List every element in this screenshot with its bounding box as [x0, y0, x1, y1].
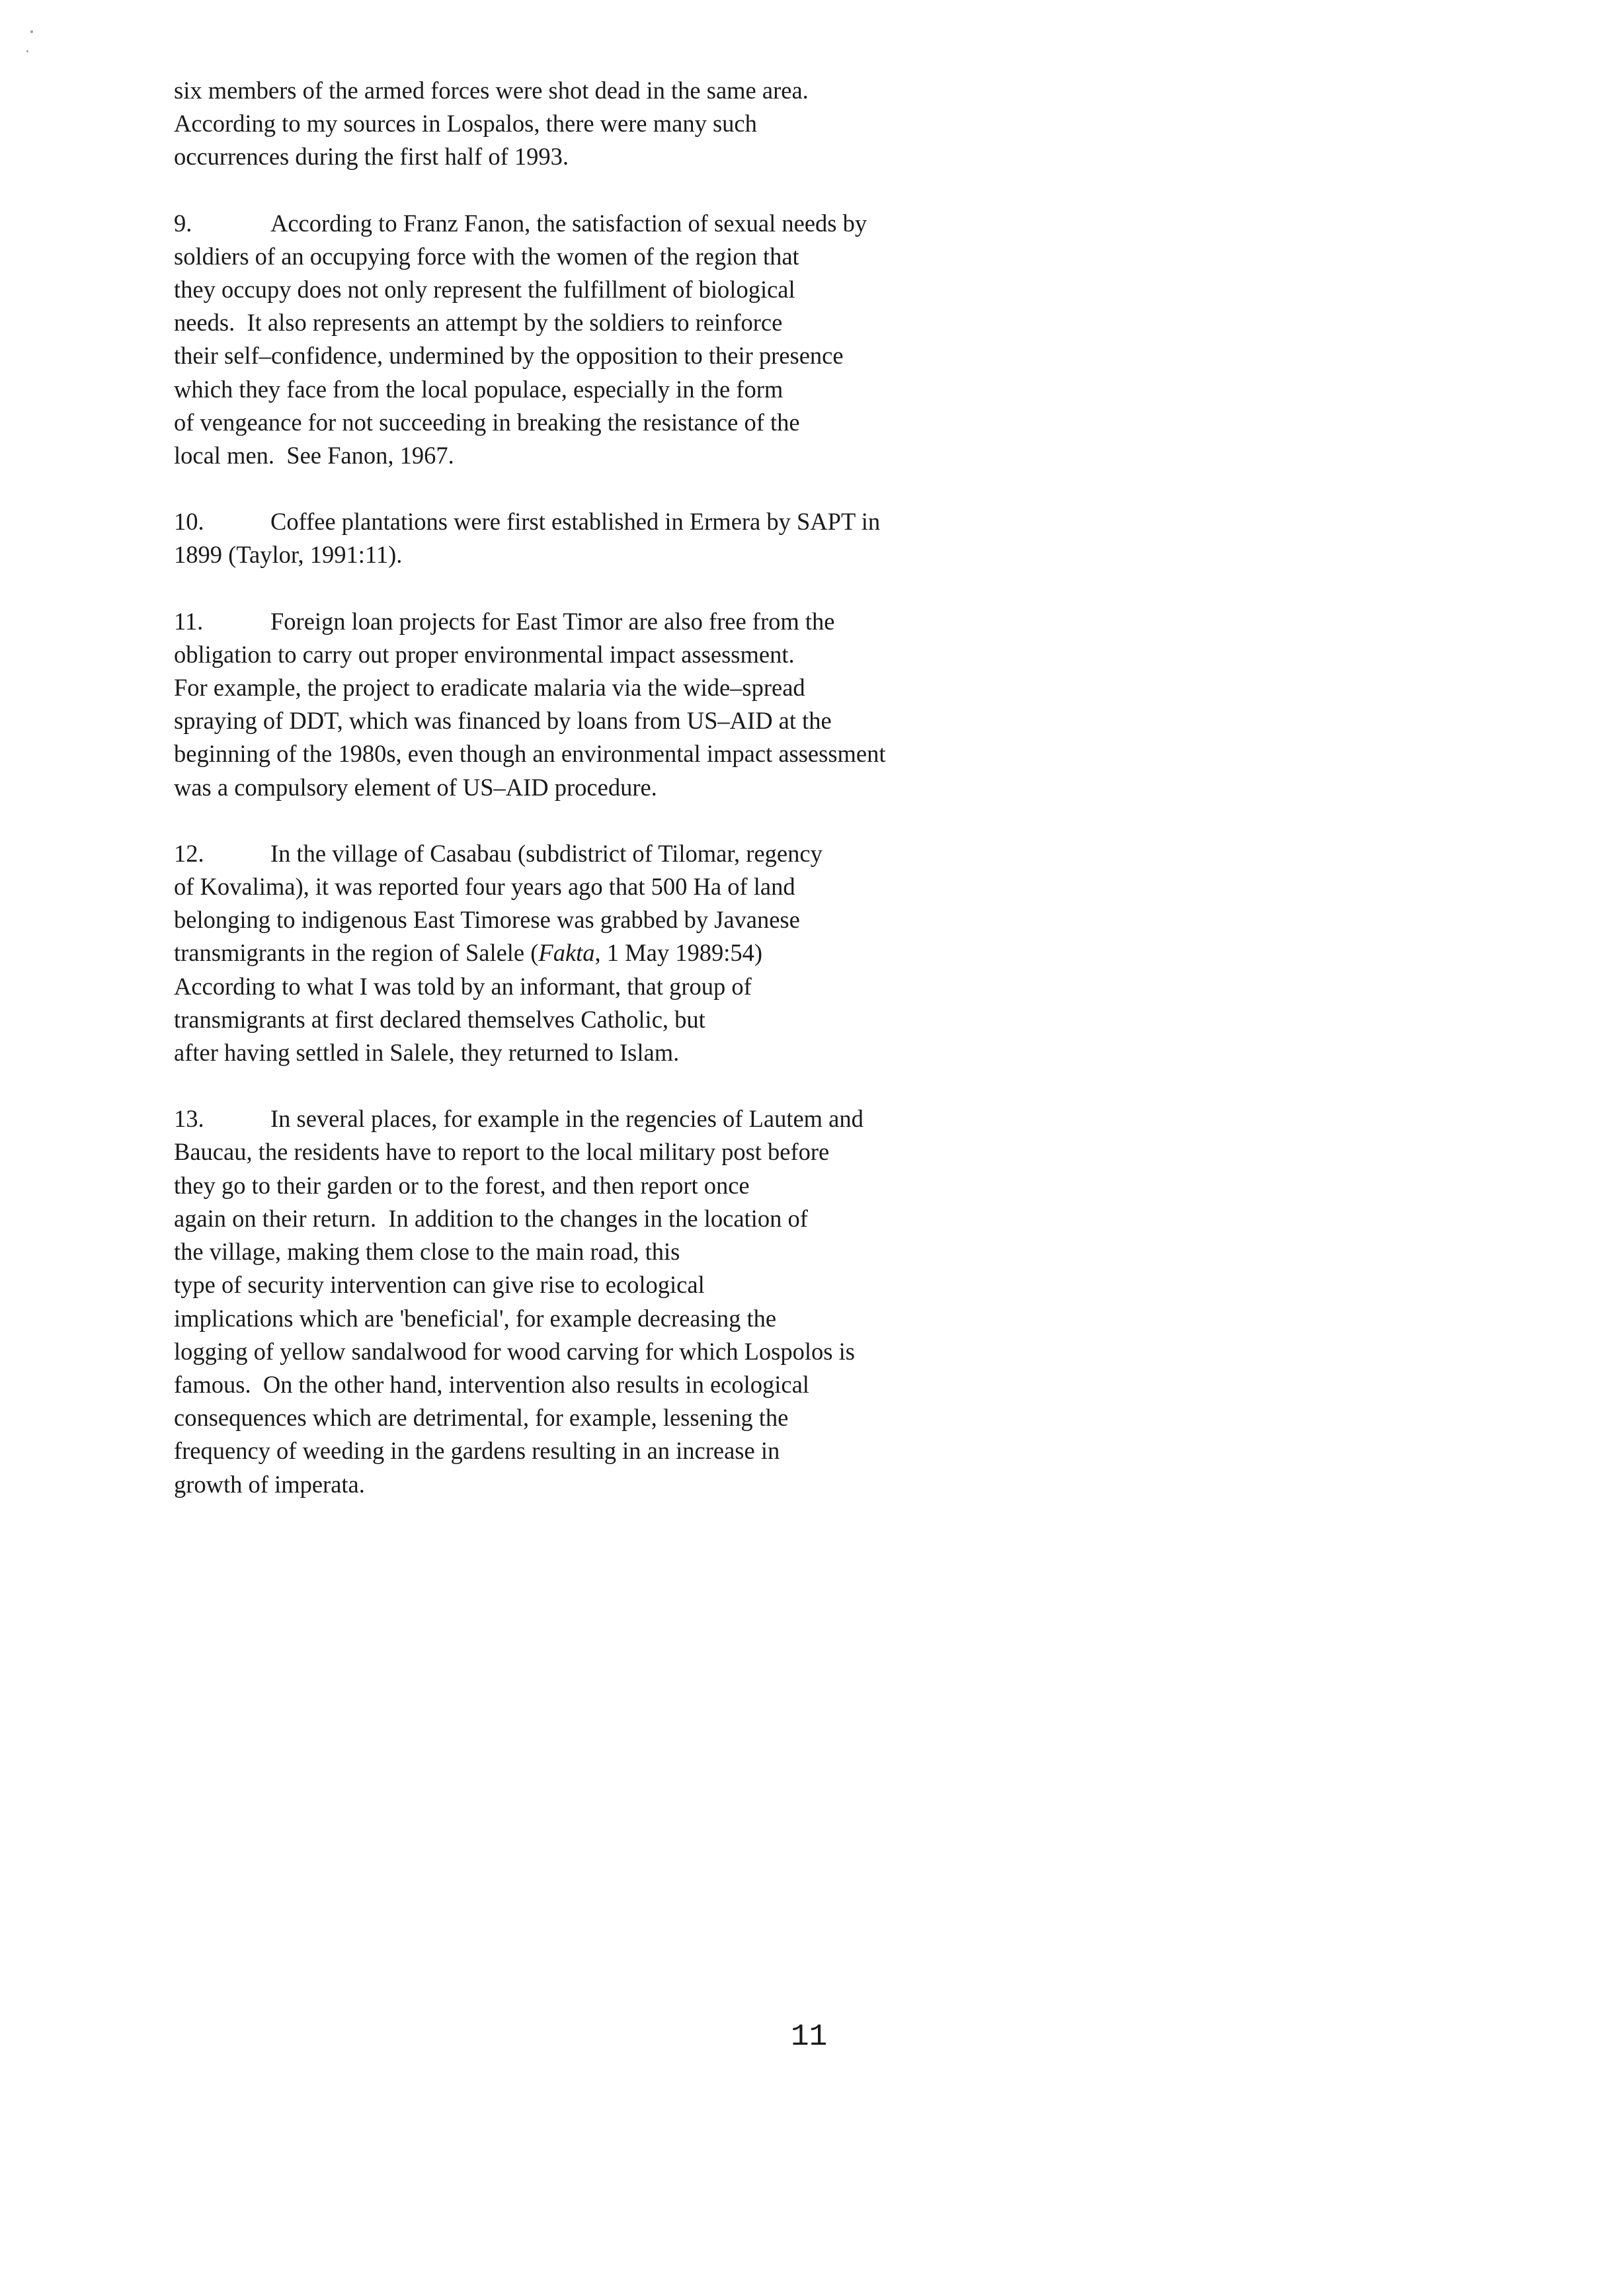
text-line: needs. It also represents an attempt by the soldiers to reinforce	[174, 309, 783, 337]
text-line	[174, 1102, 1033, 1135]
source-citation: , 1 May 1989:54)	[594, 939, 762, 967]
text-line: of vengeance for not succeeding in breaking the resistance of the	[174, 408, 800, 436]
endnote-number: 10.	[174, 508, 204, 536]
text-line: which they face from the local populace, especially in the form	[174, 375, 784, 403]
text-line: consequences which are detrimental, for example, lessening the	[174, 1404, 789, 1432]
text-line: According to what I was told by an informant, that group of	[174, 972, 752, 1000]
text-line: implications which are 'beneficial', for example decreasing the	[174, 1304, 777, 1332]
text-line: transmigrants at first declared themselves Catholic, but	[174, 1005, 705, 1033]
text-line: frequency of weeding in the gardens resulting in an increase in	[174, 1437, 780, 1465]
text-line: occurrences during the first half of 1993.	[174, 143, 569, 171]
page-number: 11	[791, 2020, 828, 2054]
endnote-number: 9.	[174, 209, 192, 237]
text-line	[174, 837, 1033, 870]
endnotes-body	[174, 74, 1033, 1534]
text-line: belonging to indigenous East Timorese was grabbed by Javanese	[174, 906, 800, 934]
endnote-number: 13.	[174, 1105, 204, 1133]
text-line: six members of the armed forces were shot dead in the same area.	[174, 77, 809, 104]
text-line	[174, 605, 1033, 638]
text-line	[174, 936, 1033, 969]
endnote-13	[174, 1102, 1033, 1500]
text-line: logging of yellow sandalwood for wood carving for which Lospolos is	[174, 1337, 855, 1365]
text-line: According to my sources in Lospalos, there were many such	[174, 110, 757, 138]
text-line: their self–confidence, undermined by the opposition to their presence	[174, 342, 844, 370]
line-text: Coffee plantations were first established in Ermera by SAPT in	[270, 508, 881, 536]
endnote-10	[174, 505, 1033, 571]
line-text: In the village of Casabau (subdistrict of Tilomar, regency	[270, 839, 823, 867]
text-line	[174, 207, 1033, 240]
text-line: famous. On the other hand, intervention also results in ecological	[174, 1370, 809, 1398]
text-line: type of security intervention can give rise to ecological	[174, 1271, 705, 1299]
endnote-number: 12.	[174, 839, 204, 867]
endnote-continuation	[174, 74, 1033, 174]
scan-speck	[26, 50, 28, 52]
endnote-9	[174, 207, 1033, 473]
text-line: was a compulsory element of US–AID procedure.	[174, 773, 657, 801]
text-line: Baucau, the residents have to report to the local military post before	[174, 1138, 830, 1166]
scan-speck	[30, 30, 33, 33]
endnote-12	[174, 837, 1033, 1069]
text-line: they go to their garden or to the forest, and then report once	[174, 1171, 750, 1199]
text-line: they occupy does not only represent the fulfillment of biological	[174, 276, 795, 304]
line-text: In several places, for example in the regencies of Lautem and	[270, 1105, 864, 1133]
text-line	[174, 505, 1033, 538]
text-line: of Kovalima), it was reported four years ago that 500 Ha of land	[174, 873, 795, 901]
text-line: For example, the project to eradicate malaria via the wide–spread	[174, 674, 805, 702]
text-line: after having settled in Salele, they returned to Islam.	[174, 1039, 680, 1067]
text-line: the village, making them close to the main road, this	[174, 1238, 680, 1266]
text-line: soldiers of an occupying force with the women of the region that	[174, 242, 799, 270]
line-text: According to Franz Fanon, the satisfaction of sexual needs by	[270, 209, 867, 237]
text-line: growth of imperata.	[174, 1470, 365, 1498]
text-line: spraying of DDT, which was financed by loans from US–AID at the	[174, 707, 832, 735]
text-line: again on their return. In addition to the changes in the location of	[174, 1204, 808, 1232]
source-title: Fakta	[538, 939, 595, 967]
text-line: local men. See Fanon, 1967.	[174, 442, 454, 470]
endnote-11	[174, 605, 1033, 804]
text-line: 1899 (Taylor, 1991:11).	[174, 541, 403, 569]
endnote-number: 11.	[174, 607, 204, 635]
text-line: obligation to carry out proper environmental impact assessment.	[174, 640, 795, 668]
line-text: Foreign loan projects for East Timor are also free from the	[270, 607, 835, 635]
text-line: beginning of the 1980s, even though an environmental impact assessment	[174, 740, 886, 768]
line-text: transmigrants in the region of Salele (	[174, 939, 539, 967]
